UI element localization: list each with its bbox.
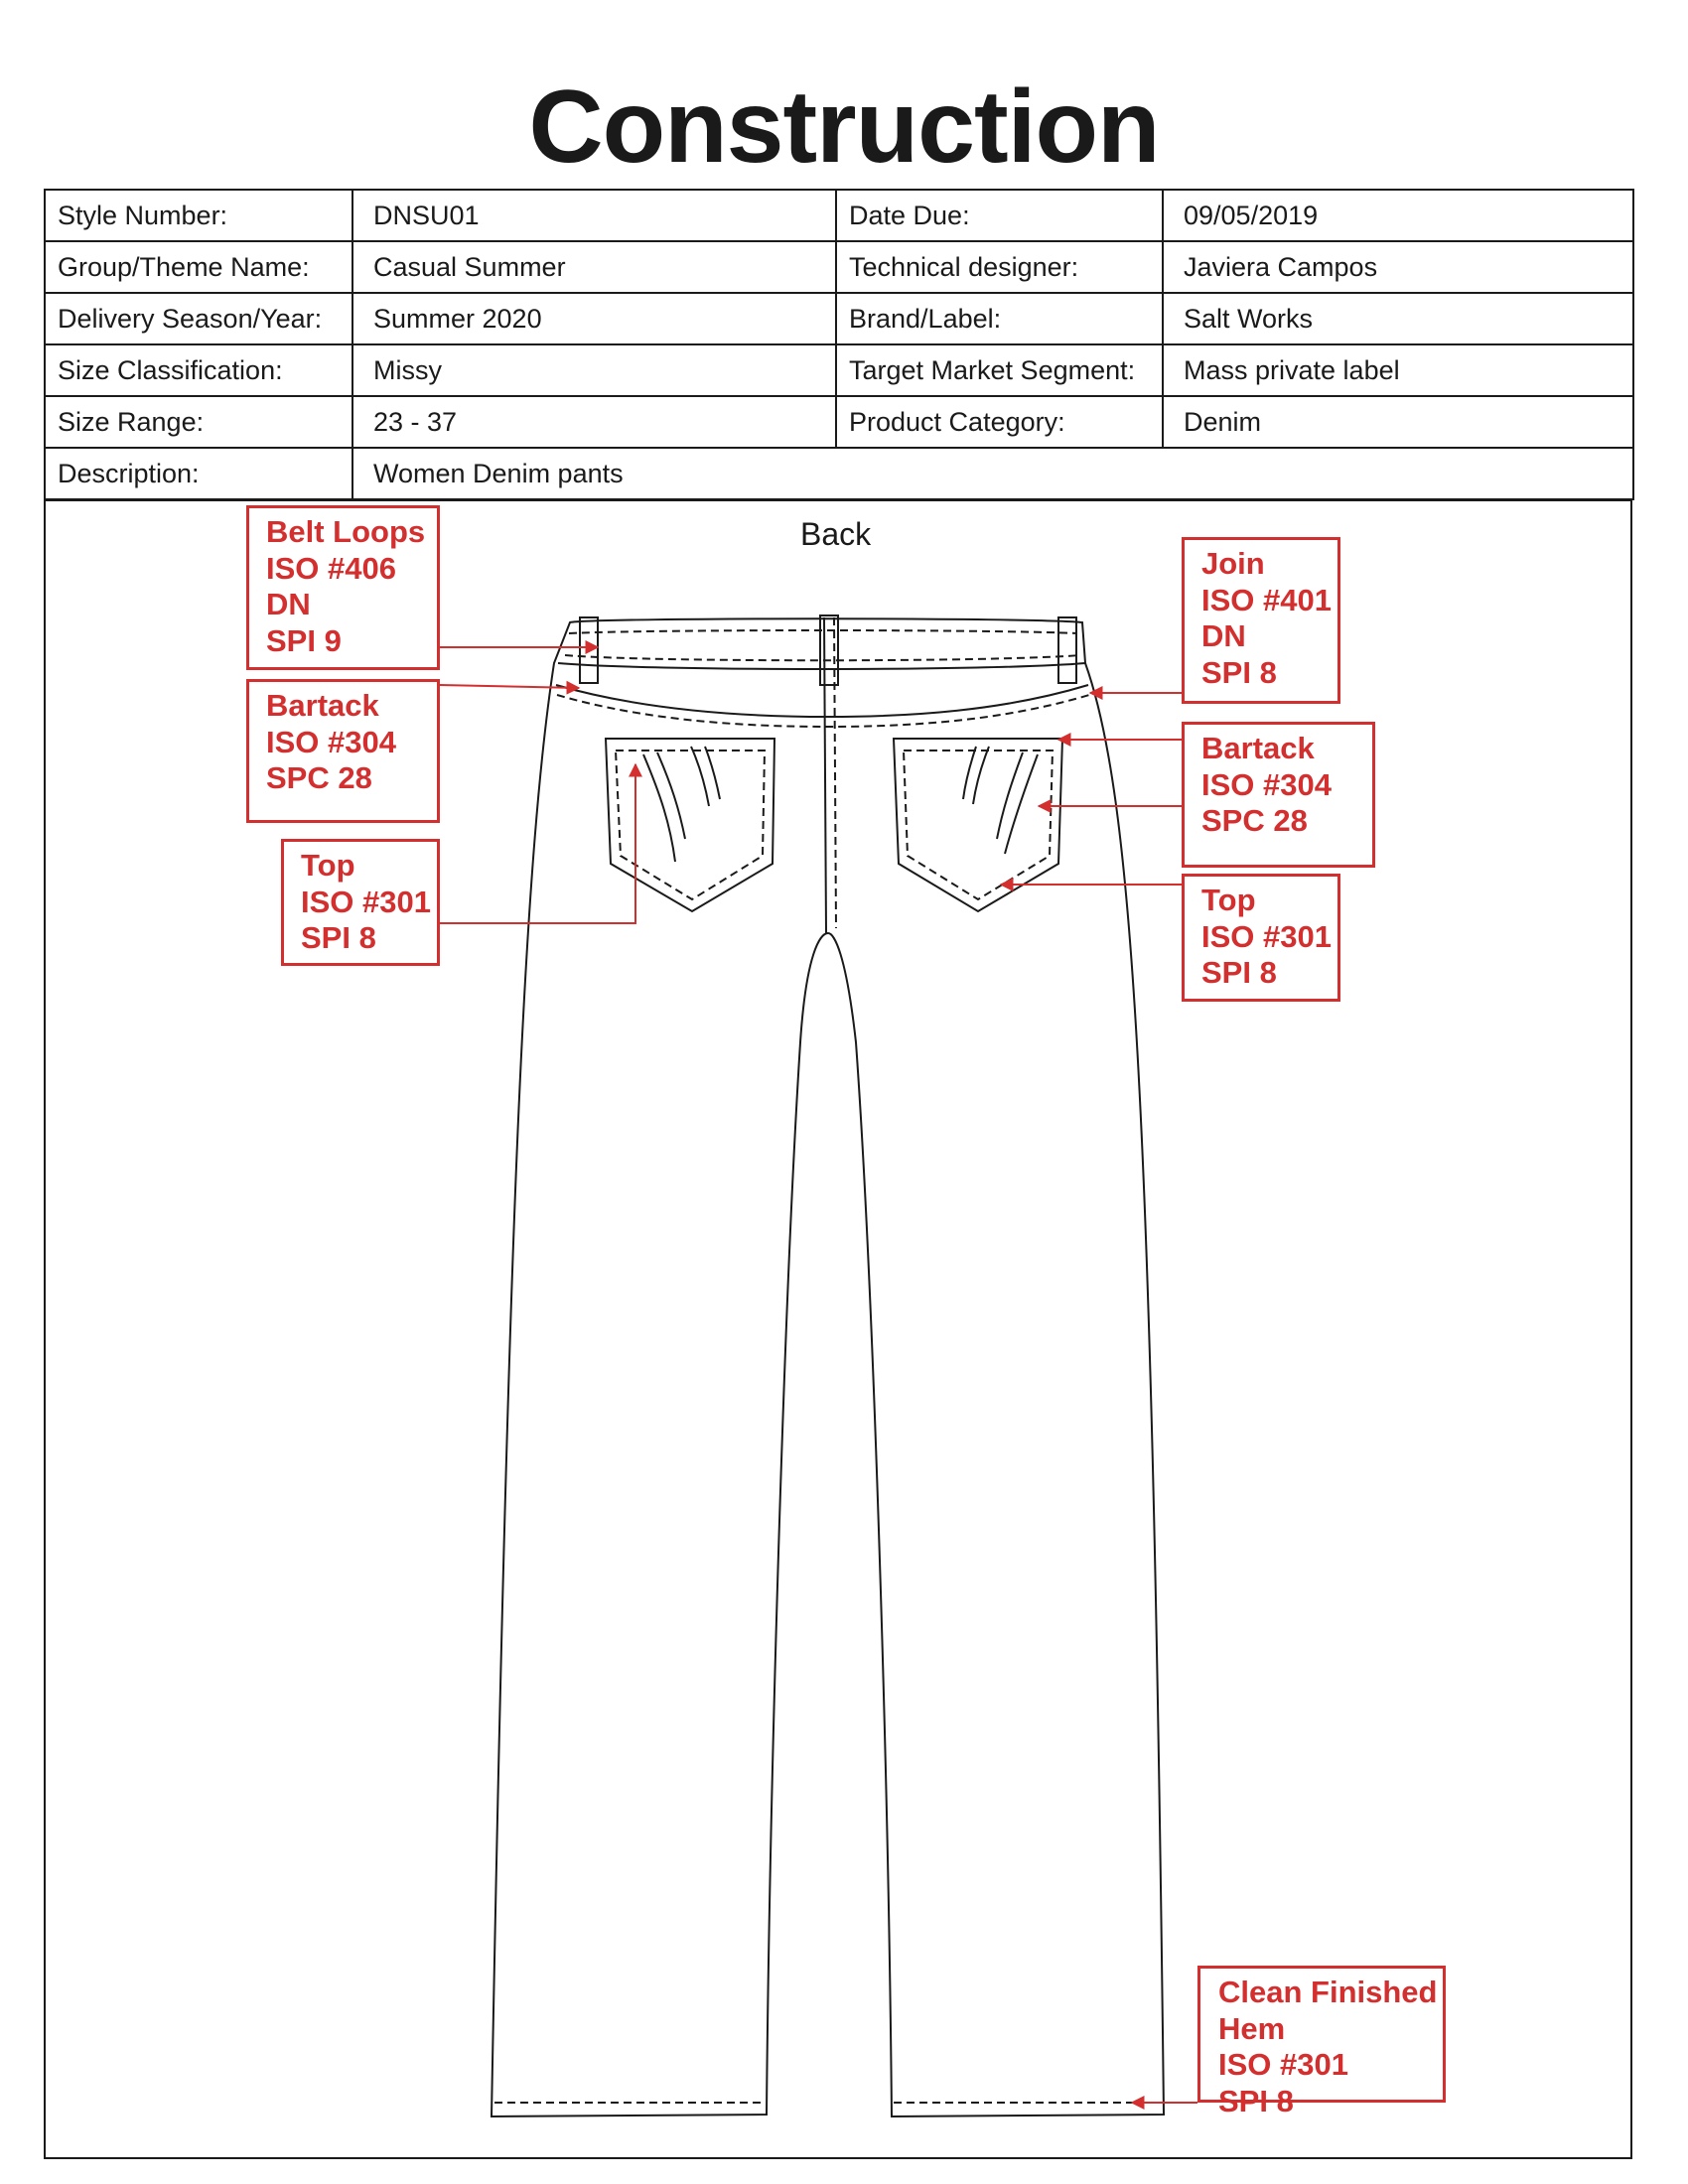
callout-bartack-left (246, 679, 440, 823)
target-market-label: Target Market Segment: (836, 344, 1163, 396)
description-value: Women Denim pants (352, 448, 1633, 499)
brand-label-value: Salt Works (1163, 293, 1633, 344)
callout-top-left (281, 839, 440, 966)
date-due-value: 09/05/2019 (1163, 190, 1633, 241)
technical-designer-value: Javiera Campos (1163, 241, 1633, 293)
callout-line: ISO #401 (1201, 582, 1332, 617)
callout-line: SPC 28 (266, 760, 372, 795)
callout-hem (1197, 1966, 1446, 2118)
callout-bartack-right (1182, 722, 1375, 868)
callout-line: SPI 9 (266, 622, 342, 658)
arrow-top-left (440, 764, 635, 923)
size-range-value: 23 - 37 (352, 396, 836, 448)
description-label: Description: (45, 448, 352, 499)
callout-line: ISO #406 (266, 550, 396, 586)
callout-line: SPI 8 (1218, 2083, 1294, 2118)
callout-line: Belt Loops (266, 514, 426, 549)
pants-outline (492, 618, 1164, 2116)
callout-line: Top (1201, 883, 1256, 917)
group-theme-label: Group/Theme Name: (45, 241, 352, 293)
callout-line: DN (266, 587, 311, 621)
back-pocket-left (606, 739, 774, 911)
page-title: Construction (528, 69, 1160, 185)
callout-line: ISO #301 (301, 884, 431, 919)
callout-line: SPC 28 (1201, 803, 1308, 838)
brand-label-label: Brand/Label: (836, 293, 1163, 344)
callout-line: Hem (1218, 2010, 1286, 2046)
callout-line: ISO #301 (1201, 918, 1332, 954)
style-number-value: DNSU01 (352, 190, 836, 241)
callout-line: SPI 8 (301, 920, 376, 955)
date-due-label: Date Due: (836, 190, 1163, 241)
group-theme-value: Casual Summer (352, 241, 836, 293)
callout-line: DN (1201, 618, 1246, 653)
product-category-value: Denim (1163, 396, 1633, 448)
callout-line: SPI 8 (1201, 955, 1277, 990)
callout-line: ISO #301 (1218, 2047, 1348, 2082)
callout-line: Clean Finished (1218, 1975, 1438, 2009)
callout-line: ISO #304 (266, 724, 396, 759)
product-category-label: Product Category: (836, 396, 1163, 448)
callout-line: ISO #304 (1201, 766, 1332, 802)
belt-loop-left (580, 617, 598, 683)
delivery-season-value: Summer 2020 (352, 293, 836, 344)
technical-designer-label: Technical designer: (836, 241, 1163, 293)
callout-line: Bartack (1201, 731, 1315, 765)
callout-top-right (1182, 874, 1340, 1002)
size-classification-label: Size Classification: (45, 344, 352, 396)
callout-belt-loops (246, 505, 440, 670)
view-label: Back (800, 516, 872, 552)
callout-line: Join (1201, 546, 1265, 581)
delivery-season-label: Delivery Season/Year: (45, 293, 352, 344)
size-range-label: Size Range: (45, 396, 352, 448)
belt-loop-right (1058, 617, 1076, 683)
target-market-value: Mass private label (1163, 344, 1633, 396)
size-classification-value: Missy (352, 344, 836, 396)
callout-line: SPI 8 (1201, 654, 1277, 690)
callout-line: Bartack (266, 688, 379, 723)
callout-line: Top (301, 848, 355, 883)
callout-join (1182, 537, 1340, 704)
style-number-label: Style Number: (45, 190, 352, 241)
